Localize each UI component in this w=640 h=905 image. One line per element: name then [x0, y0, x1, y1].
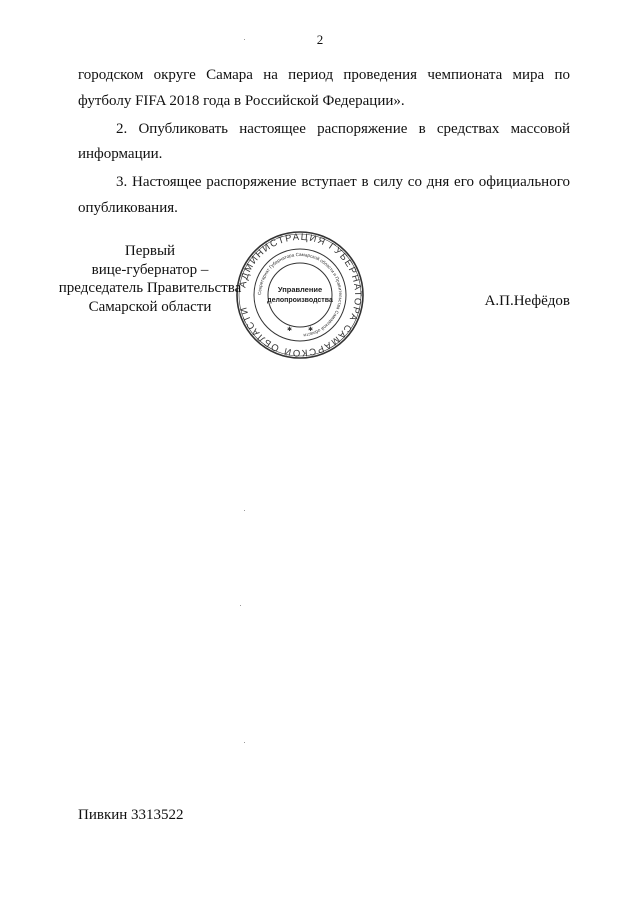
text-line: 3. Настоящее распоряжение вступает в силу со дня его официального	[116, 174, 570, 190]
signatory-title-line: Самарской области	[88, 298, 212, 315]
text-line: городском округе Самара на период проведения чемпионата мира по	[78, 67, 570, 83]
seal-inner-text: Секретариат Губернатора Самарской области и Правительства Самарской области	[256, 251, 344, 338]
signatory-title	[60, 242, 240, 316]
seal-inner-circle	[268, 263, 332, 327]
signatory-title-line: вице-губернатор –	[91, 261, 209, 278]
paragraph-item-2	[78, 116, 570, 142]
paragraph-item-3	[78, 169, 570, 195]
seal-outer-text: АДМИНИСТРАЦИЯ ГУБЕРНАТОРА САМАРСКОЙ ОБЛАСТИ	[237, 231, 364, 359]
signatory-title-line: Первый	[124, 243, 176, 259]
executor-code: Пивкин 3313522	[78, 807, 184, 823]
scan-speck	[244, 39, 245, 40]
paragraph-item-2-end	[78, 141, 570, 167]
seal-star-icon: ✱	[308, 326, 314, 333]
text-line: футболу FIFA 2018 года в Российской Федерации».	[78, 93, 405, 109]
signer-name: А.П.Нефёдов	[484, 293, 570, 309]
scan-speck	[244, 510, 245, 511]
page-number: 2	[316, 32, 324, 47]
text-line: 2. Опубликовать настоящее распоряжение в средствах массовой	[116, 121, 570, 137]
seal-center-line-2: делопроизводства	[267, 297, 333, 304]
paragraph-continuation	[78, 62, 570, 88]
scan-speck	[244, 742, 245, 743]
paragraph-continuation-end	[78, 88, 570, 114]
seal-star-icon: ✱	[287, 326, 293, 333]
paragraph-item-3-end	[78, 195, 570, 221]
signatory-title-line: председатель Правительства	[58, 280, 242, 296]
seal-center-line-1: Управление	[277, 285, 323, 294]
scan-speck	[240, 605, 241, 606]
text-line: опубликования.	[78, 200, 178, 216]
text-line: информации.	[78, 146, 163, 162]
